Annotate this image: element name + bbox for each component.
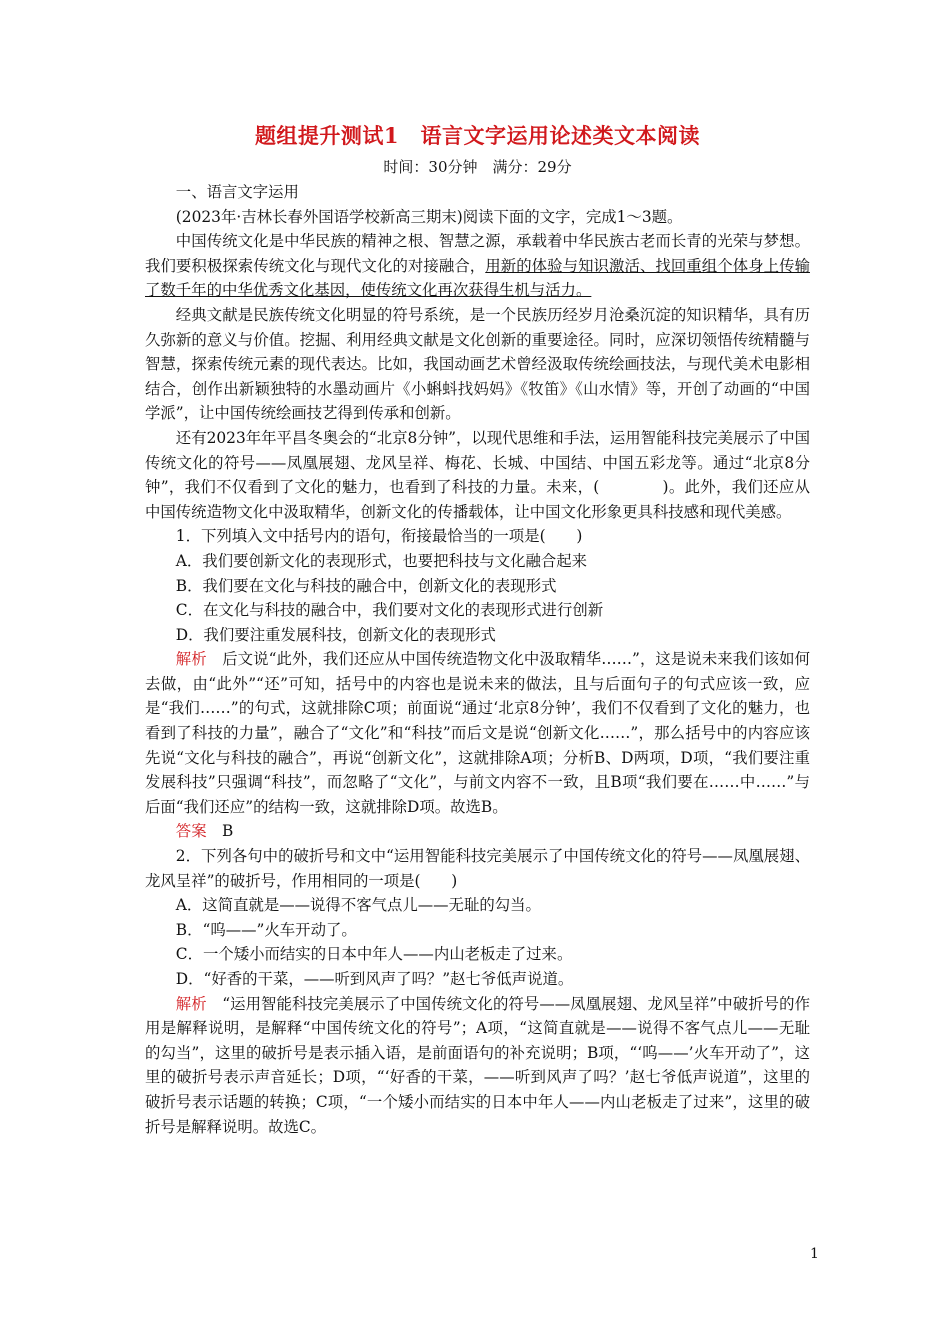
page-title: 题组提升测试1 语言文字运用论述类文本阅读 [254, 123, 701, 148]
document-page [145, 120, 810, 1139]
analysis-label: 解析 [175, 650, 207, 669]
passage-paragraph-1 [145, 229, 810, 303]
question-2-option-d: D．“好香的干菜，——听到风声了吗？”赵七爷低声说道。 [175, 970, 574, 988]
question-2-stem: 2．下列各句中的破折号和文中“运用智能科技完美展示了中国传统文化的符号——凤凰展翅、龙风呈祥”的破折号，作用相同的一项是( ) [145, 847, 810, 890]
question-2-option-b: B．“呜——”火车开动了。 [175, 920, 357, 939]
question-2-analysis [145, 992, 810, 1140]
answer-text: B [206, 822, 234, 841]
answer-label: 答案 [175, 822, 207, 841]
time-score-line: 时间：30分钟 满分：29分 [383, 158, 572, 176]
question-1-option-b: B．我们要在文化与科技的融合中，创新文化的表现形式 [175, 576, 557, 595]
question-1-answer [145, 819, 810, 844]
source-line: (2023年·吉林长春外国语学校新高三期末)阅读下面的文字，完成1～3题。 [175, 207, 683, 226]
passage-paragraph-3: 还有2023年年平昌冬奥会的“北京8分钟”，以现代思维和手法，运用智能科技完美展示了中国传统文化的符号——凤凰展翅、龙风呈祥、梅花、长城、中国结、中国五彩龙等。通过“北京8分钟”，我们不仅看到了文化的魅力，也看到了科技的力量。未来，( )。此外，我们还应从中国传统造物文化中汲取精华，创新文化的传播载体，让中国文化形象更具科技感和现代美感。 [145, 428, 810, 521]
passage-text: 中国传统文化是中华民族的精神之根、智慧之源，承载着中华民族古老而长青的光荣与梦想。我们要积极探索传统文化与现代文化的对接融合， [145, 232, 810, 275]
analysis-text: “运用智能科技完美展示了中国传统文化的符号——凤凰展翅、龙风呈祥”中破折号的作用是解释说明，是解释“中国传统文化的符号”；A项，“这简直就是——说得不客气点儿——无耻的勾当”，这里的破折号是表示插入语，是前面语句的补充说明；B项，“‘呜——’火车开动了”，这里的破折号表示声音延长；D项，“‘好香的干菜，——听到风声了吗？’赵七爷低声说道”，这里的破折号表示话题的转换；C项，“一个矮小而结实的日本中年人——内山老板走了过来”，这里的破折号是解释说明。故选C。 [145, 994, 810, 1136]
question-2-option-a: A．这简直就是——说得不客气点儿——无耻的勾当。 [175, 896, 541, 915]
question-1-option-a: A．我们要创新文化的表现形式，也要把科技与文化融合起来 [175, 551, 588, 570]
section-heading: 一、语言文字运用 [175, 183, 299, 201]
page-number: 1 [810, 1246, 819, 1262]
question-2-option-c: C．一个矮小而结实的日本中年人——内山老板走了过来。 [175, 945, 573, 964]
underlined-sentence: 用新的体验与知识激活、找回重组个体身上传输了数千年的中华优秀文化基因，使传统文化再次获得生机与活力。 [145, 256, 810, 300]
passage-paragraph-2: 经典文献是民族传统文化明显的符号系统，是一个民族历经岁月沧桑沉淀的知识精华，具有历久弥新的意义与价值。挖掘、利用经典文献是文化创新的重要途径。同时，应深切领悟传统精髓与智慧，探索传统元素的现代表达。比如，我国动画艺术曾经汲取传统绘画技法，与现代美术电影相结合，创作出新颖独特的水墨动画片《小蝌蚪找妈妈》《牧笛》《山水情》等，开创了动画的“中国学派”，让中国传统绘画技艺得到传承和创新。 [145, 305, 810, 423]
question-1-option-c: C．在文化与科技的融合中，我们要对文化的表现形式进行创新 [175, 601, 604, 620]
question-1-analysis [145, 647, 810, 819]
question-1-stem: 1．下列填入文中括号内的语句，衔接最恰当的一项是( ) [175, 527, 583, 546]
analysis-label: 解析 [175, 994, 207, 1013]
analysis-text: 后文说“此外，我们还应从中国传统造物文化中汲取精华……”，这是说未来我们该如何去做，由“此外”“还”可知，括号中的内容也是说未来的做法，且与后面句子的句式应该一致，应是“我们……”的句式，这就排除C项；前面说“通过‘北京8分钟’，我们不仅看到了文化的魅力，也看到了科技的力量”，融合了“文化”和“科技”而后文是说“创新文化……”，那么括号中的内容应该先说“文化与科技的融合”，再说“创新文化”，这就排除A项；分析B、D两项，D项，“我们要注重发展科技”只强调“科技”，而忽略了“文化”，与前文内容不一致，且B项“我们要在……中……”与后面“我们还应”的结构一致，这就排除D项。故选B。 [145, 650, 810, 816]
question-1-option-d: D．我们要注重发展科技，创新文化的表现形式 [175, 625, 496, 644]
